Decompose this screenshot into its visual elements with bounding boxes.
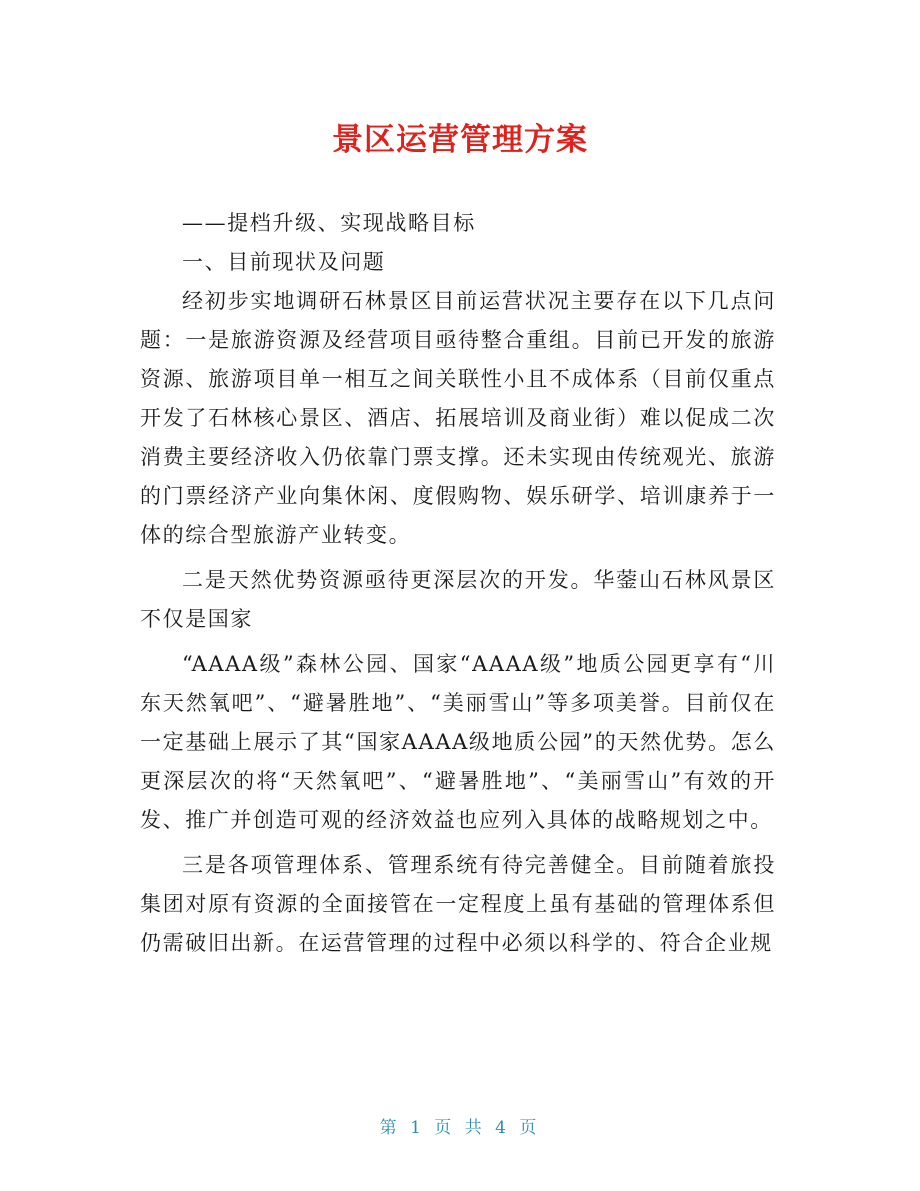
page-footer: [0, 1113, 920, 1138]
body-paragraph-2: 二是天然优势资源亟待更深层次的开发。华蓥山石林风景区不仅是国家: [140, 568, 776, 631]
footer-page-number: 1: [410, 1118, 425, 1138]
footer-total-pages: 4: [495, 1118, 510, 1138]
footer-prefix: 第: [379, 1118, 401, 1138]
body-paragraph-4: 三是各项管理体系、管理系统有待完善健全。目前随着旅投集团对原有资源的全面接管在一定程度上虽有基础的管理体系但仍需破旧出新。在运营管理的过程中必须以科学的、符合企业规: [140, 853, 776, 955]
subtitle-paragraph: ——提档升级、实现战略目标: [182, 211, 476, 235]
section-heading: 一、目前现状及问题: [182, 250, 386, 274]
footer-suffix: 页: [519, 1118, 541, 1138]
footer-middle: 页 共: [434, 1118, 486, 1138]
document-body: [140, 204, 776, 963]
body-paragraph-1: 经初步实地调研石林景区目前运营状况主要存在以下几点问题：一是旅游资源及经营项目亟待整合重组。目前已开发的旅游资源、旅游项目单一相互之间关联性小且不成体系（目前仅重点开发了石林核心景区、酒店、拓展培训及商业街）难以促成二次消费主要经济收入仍依靠门票支撑。还未实现由传统观光、旅游的门票经济产业向集休闲、度假购物、娱乐研学、培训康养于一体的综合型旅游产业转变。: [140, 289, 776, 547]
document-title: 景区运营管理方案: [332, 122, 588, 158]
body-paragraph-3: “AAAA级”森林公园、国家“AAAA级”地质公园更享有“川东天然氧吧”、“避暑胜地”、“美丽雪山”等多项美誉。目前仅在一定基础上展示了其“国家AAAA级地质公园”的天然优势。怎么更深层次的将“天然氧吧”、“避暑胜地”、“美丽雪山”有效的开发、推广并创造可观的经济效益也应列入具体的战略规划之中。: [140, 652, 776, 832]
